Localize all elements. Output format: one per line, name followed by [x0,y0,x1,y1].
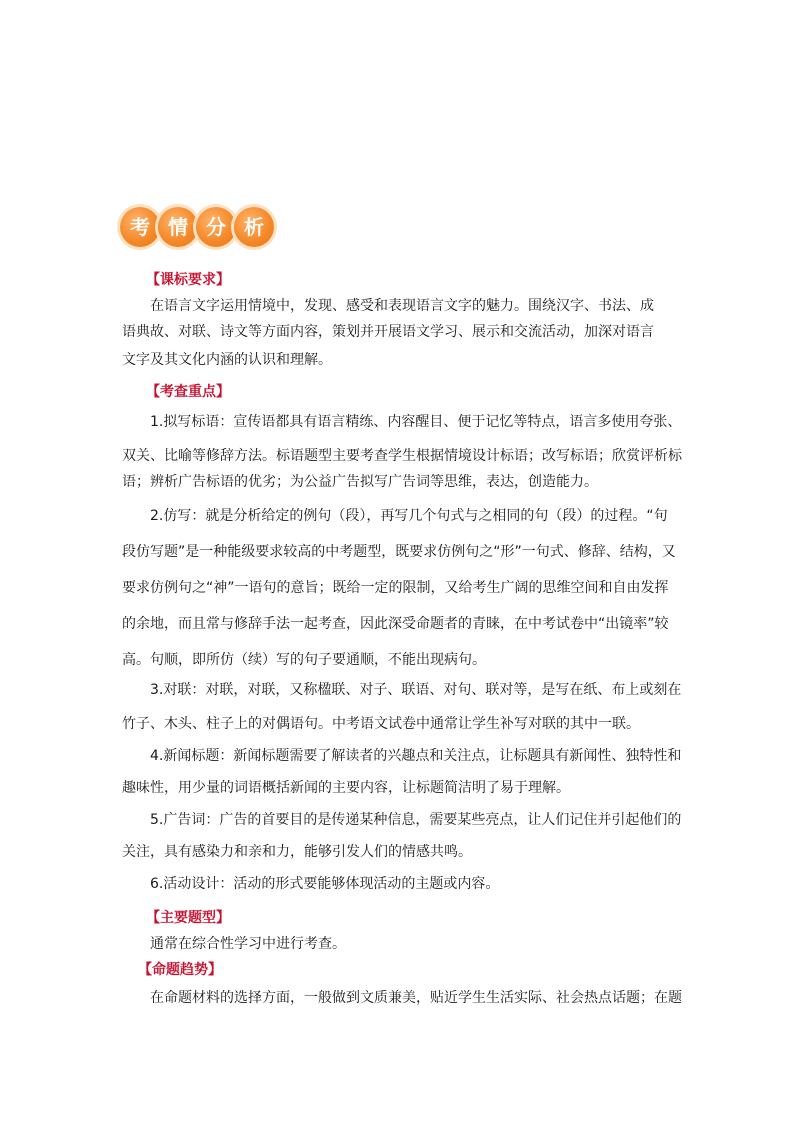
section-badge-kaoqing-fenxi [120,203,276,251]
paragraph-line: 关注，具有感染力和亲和力，能够引发人们的情感共鸣。 [122,844,472,860]
badge-circle [196,207,236,247]
paragraph-line: 6.活动设计：活动的形式要能够体现活动的主题或内容。 [150,876,500,892]
paragraph-line: 文字及其文化内涵的认识和理解。 [122,352,332,368]
paragraph-line: 的余地，而且常与修辞手法一起考查，因此深受命题者的青睐，在中考试卷中“出镜率”较 [122,616,669,632]
heading-tixing: 【主要题型】 [146,910,230,926]
paragraph-line: 语；辨析广告标语的优劣；为公益广告拟写广告词等思维，表达，创造能力。 [122,474,598,490]
paragraph-line: 语典故、对联、诗文等方面内容，策划并开展语文学习、展示和交流活动，加深对语言 [122,324,654,340]
badge-char: 情 [168,215,188,239]
paragraph-line: 段仿写题”是一种能级要求较高的中考题型，既要求仿例句之“形”一句式、修辞、结构，又 [122,544,676,560]
paragraph-line: 在语言文字运用情境中，发现、感受和表现语言文字的魅力。围绕汉字、书法、成 [150,298,654,314]
paragraph-line: 在命题材料的选择方面，一般做到文质兼美，贴近学生生活实际、社会热点话题；在题 [150,990,682,1006]
paragraph-line: 2.仿写：就是分析给定的例句（段），再写几个句式与之相同的句（段）的过程。“句 [150,508,668,524]
paragraph-line: 4.新闻标题：新闻标题需要了解读者的兴趣点和关注点，让标题具有新闻性、独特性和 [150,748,682,764]
badge-circle [234,207,274,247]
badge-char: 析 [244,215,264,239]
heading-kaocha: 【考查重点】 [146,384,230,400]
paragraph-line: 5.广告词：广告的首要目的是传递某种信息，需要某些亮点，让人们记住并引起他们的 [150,812,682,828]
paragraph-line: 通常在综合性学习中进行考查。 [150,936,346,952]
badge-char: 分 [206,215,226,239]
paragraph-line: 高。句顺，即所仿（续）写的句子要通顺，不能出现病句。 [122,652,486,668]
paragraph-line: 1.拟写标语：宣传语都具有语言精练、内容醒目、便于记忆等特点，语言多使用夸张、 [150,414,682,430]
paragraph-line: 3.对联：对联，对联，又称楹联、对子、联语、对句、联对等，是写在纸、布上或刻在 [150,682,682,698]
paragraph-line: 要求仿例句之“神”一语句的意旨；既给一定的限制，又给考生广阔的思维空间和自由发挥 [122,580,669,596]
badge-circle [158,207,198,247]
heading-qushi: 【命题趋势】 [138,962,222,978]
badge-circle [120,207,160,247]
paragraph-line: 双关、比喻等修辞方法。标语题型主要考查学生根据情境设计标语；改写标语；欣赏评析标 [122,448,682,464]
paragraph-line: 趣味性，用少量的词语概括新闻的主要内容，让标题简洁明了易于理解。 [122,780,570,796]
paragraph-line: 竹子、木头、柱子上的对偶语句。中考语文试卷中通常让学生补写对联的其中一联。 [122,716,640,732]
heading-kebiao: 【课标要求】 [146,272,230,288]
badge-char: 考 [130,215,150,239]
